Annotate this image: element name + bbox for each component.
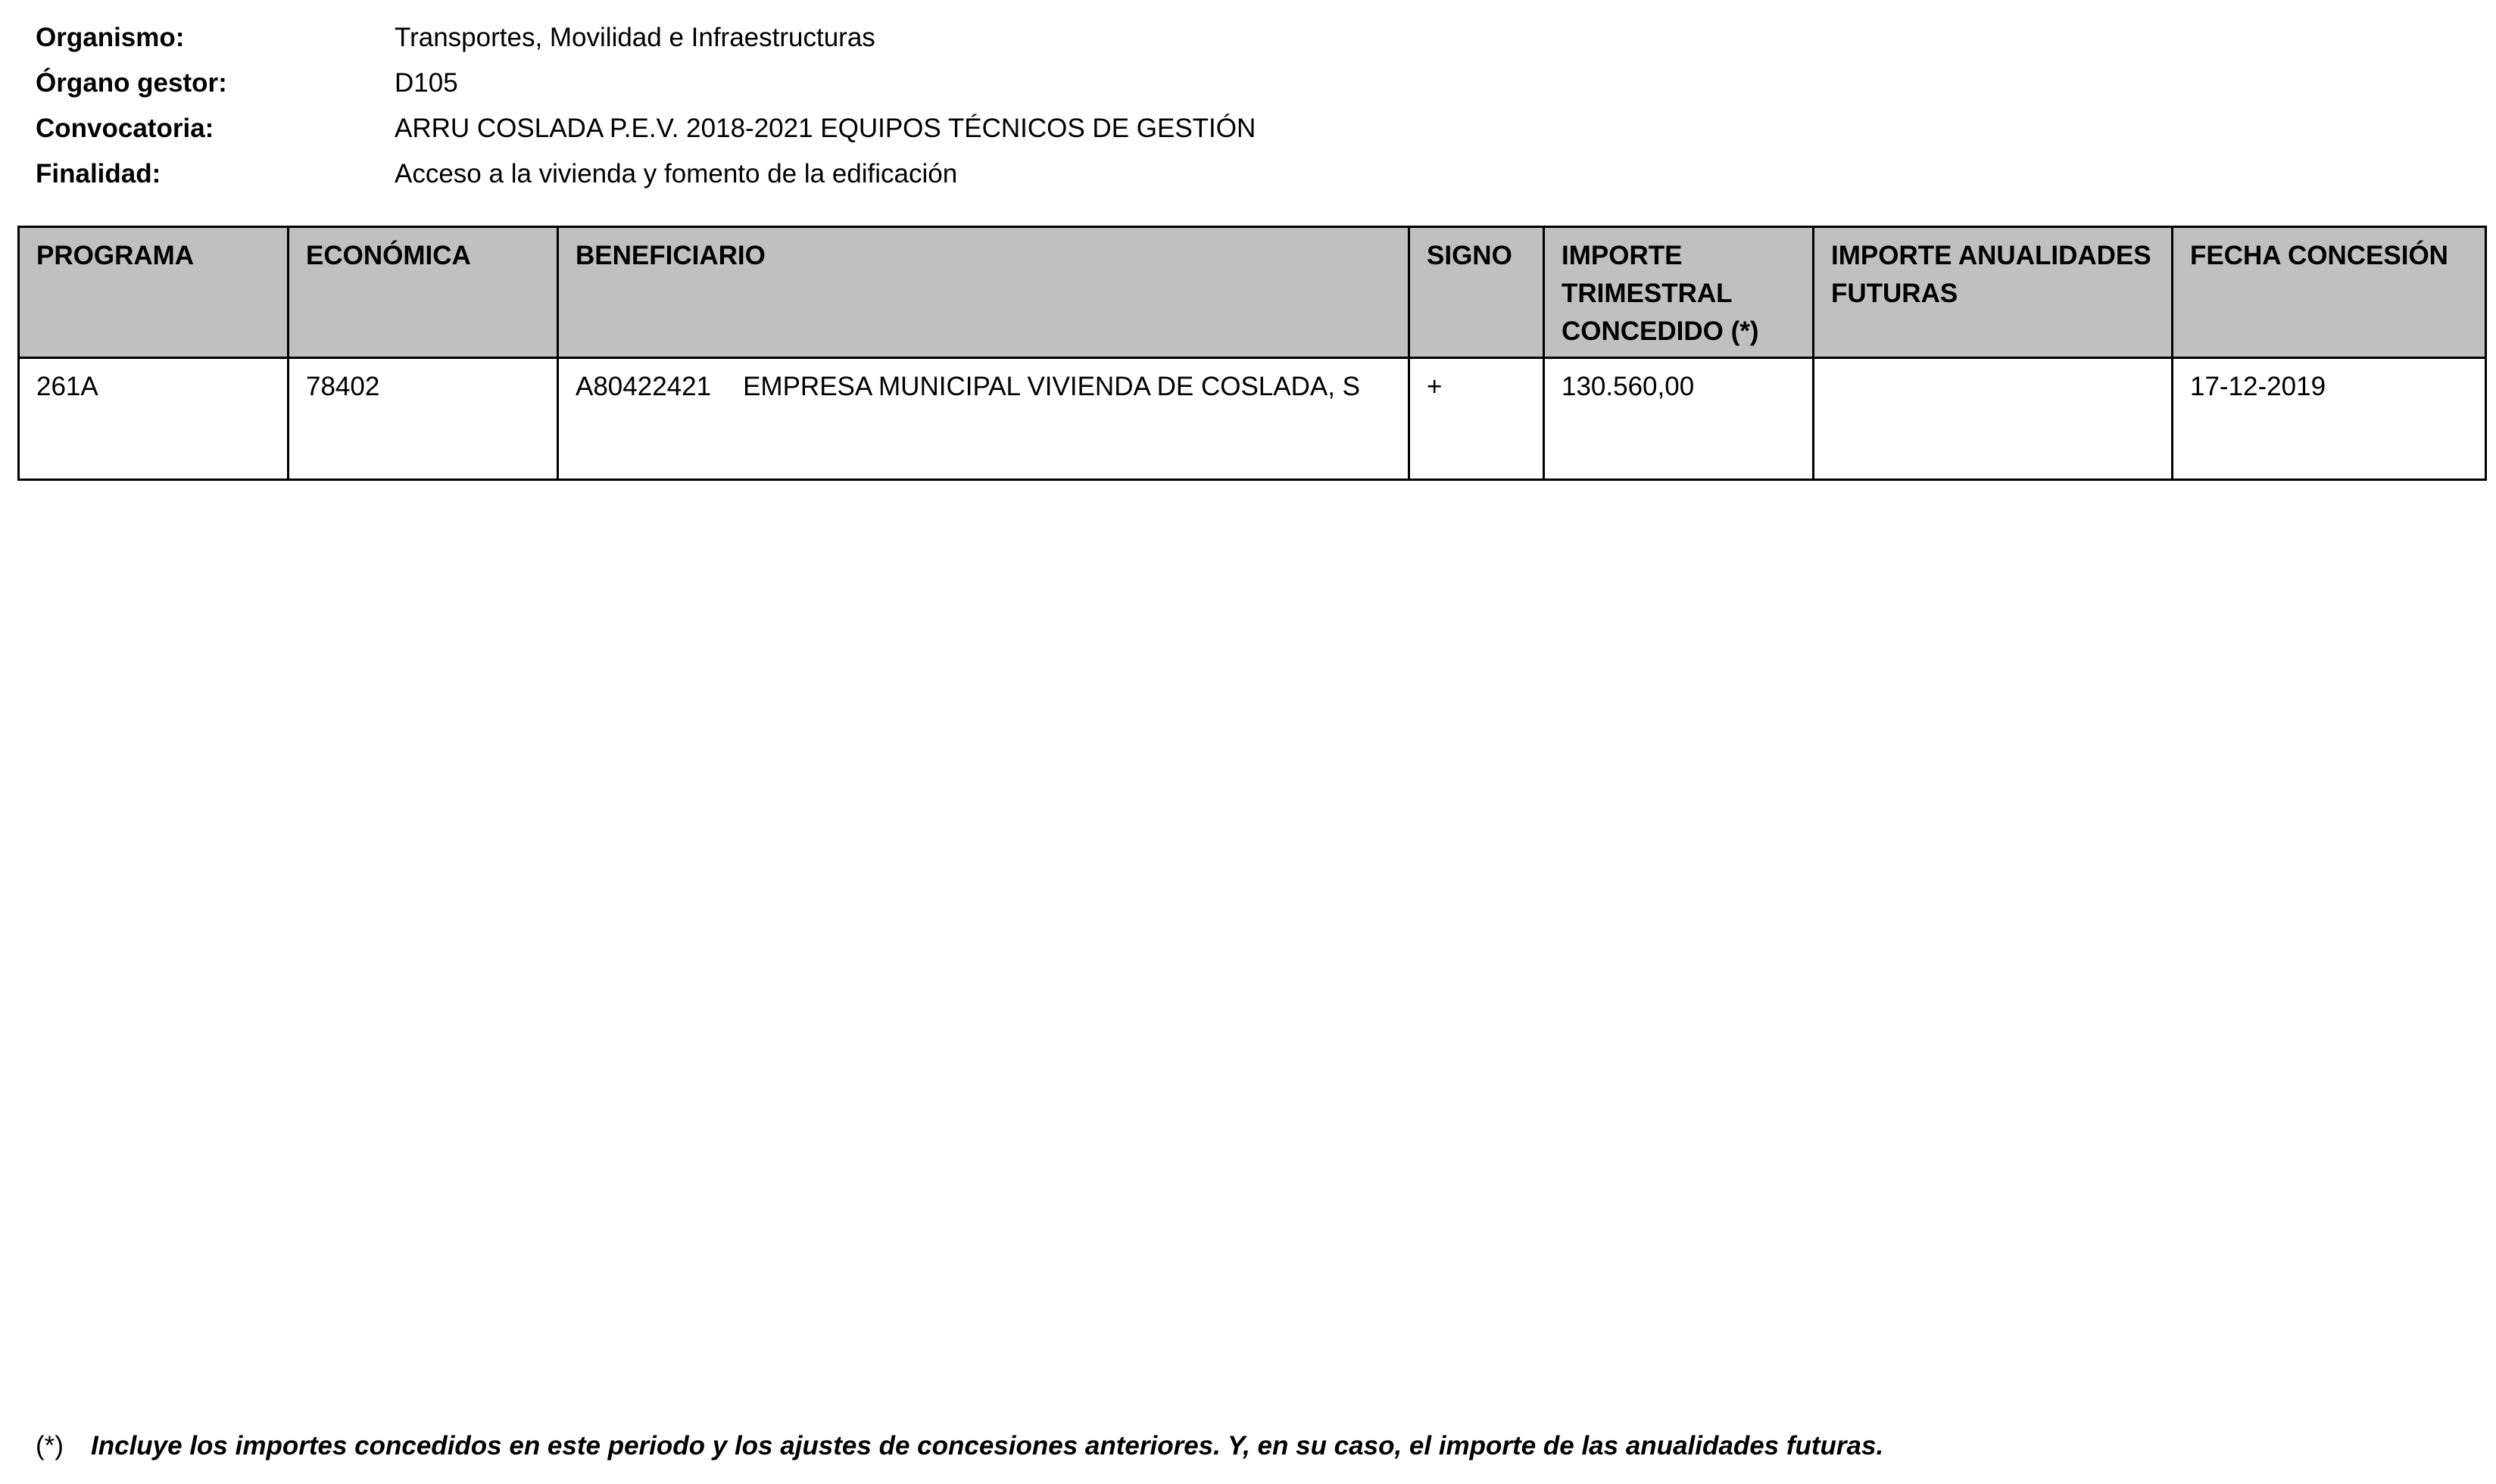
beneficiary-name: EMPRESA MUNICIPAL VIVIENDA DE COSLADA, S: [743, 372, 1361, 401]
meta-value: Transportes, Movilidad e Infraestructuras: [395, 23, 875, 52]
beneficiary-id: A80422421: [576, 372, 712, 401]
meta-row-finalidad: [36, 151, 1256, 197]
meta-row-organismo: [36, 15, 1256, 61]
meta-value: D105: [395, 68, 458, 98]
column-header-importe-trimestral: IMPORTE TRIMESTRAL CONCEDIDO (*): [1544, 227, 1814, 358]
table-header-row: [19, 227, 2486, 358]
column-header-fecha-concesion: FECHA CONCESIÓN: [2173, 227, 2486, 358]
meta-label: Órgano gestor:: [36, 68, 227, 98]
column-header-programa: PROGRAMA: [19, 227, 289, 358]
cell-beneficiario: [558, 358, 1409, 480]
column-header-importe-anualidades: IMPORTE ANUALIDADES FUTURAS: [1814, 227, 2173, 358]
meta-row-convocatoria: [36, 106, 1256, 151]
cell-importe-anualidades: [1814, 358, 2173, 480]
meta-value: ARRU COSLADA P.E.V. 2018-2021 EQUIPOS TÉCNICOS DE GESTIÓN: [395, 114, 1256, 143]
footnote-text: Incluye los importes concedidos en este periodo y los ajustes de concesiones anteriores. Y, en su caso, el importe de las anualidades futuras.: [91, 1431, 1884, 1461]
cell-economica: 78402: [289, 358, 558, 480]
cell-fecha-concesion: 17-12-2019: [2173, 358, 2486, 480]
footnote: [36, 1431, 1883, 1461]
column-header-economica: ECONÓMICA: [289, 227, 558, 358]
meta-label: Convocatoria:: [36, 114, 214, 143]
footnote-mark: (*): [36, 1431, 64, 1461]
meta-label: Finalidad:: [36, 159, 161, 189]
cell-importe-trimestral: 130.560,00: [1544, 358, 1814, 480]
cell-signo: +: [1409, 358, 1544, 480]
meta-row-organo-gestor: [36, 61, 1256, 106]
grants-table: [17, 226, 2487, 481]
meta-label: Organismo:: [36, 23, 185, 52]
column-header-signo: SIGNO: [1409, 227, 1544, 358]
column-header-beneficiario: BENEFICIARIO: [558, 227, 1409, 358]
table-row: [19, 358, 2486, 480]
grant-metadata: [36, 15, 1256, 197]
cell-programa: 261A: [19, 358, 289, 480]
meta-value: Acceso a la vivienda y fomento de la edificación: [395, 159, 958, 189]
